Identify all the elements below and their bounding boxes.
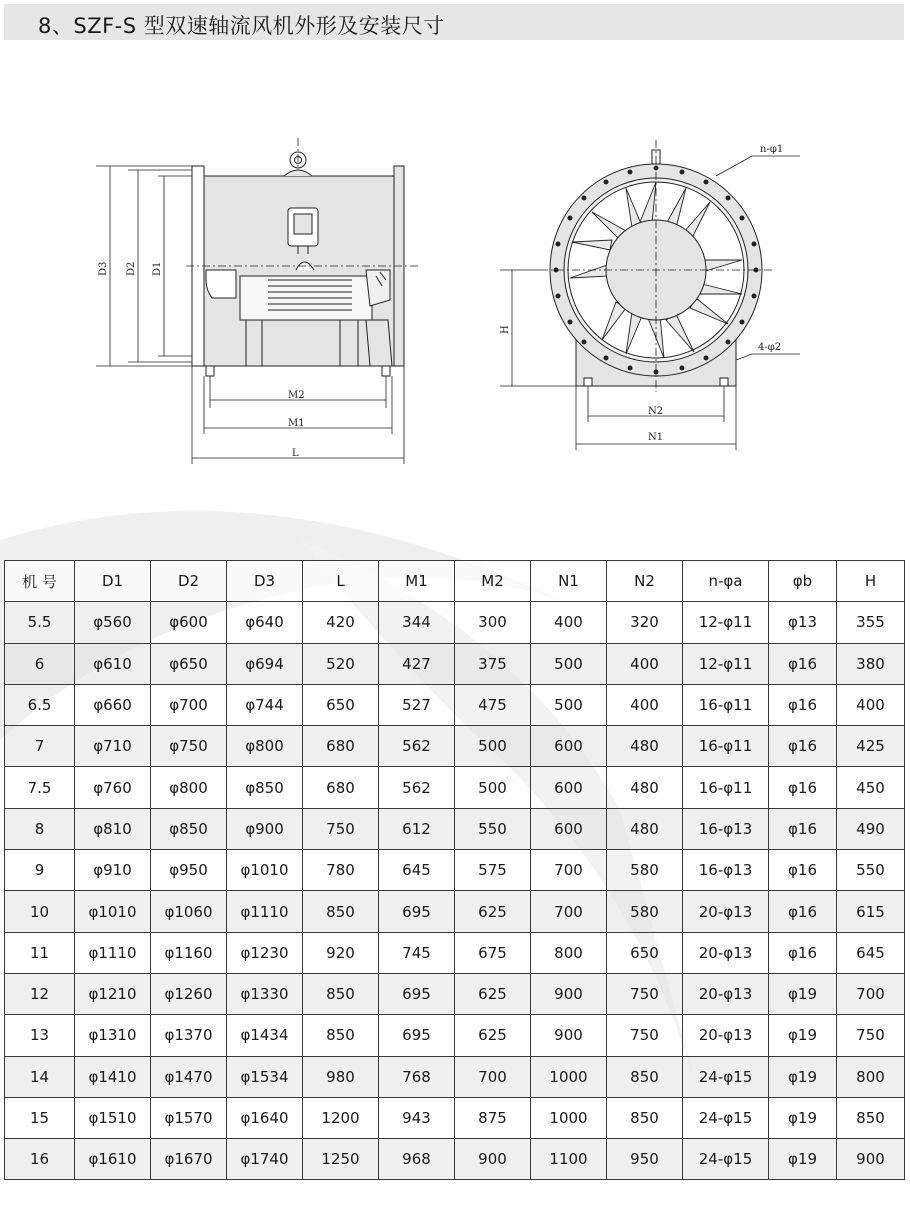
table-row bbox=[5, 602, 905, 643]
table-cell: 450 bbox=[837, 767, 905, 808]
label-d1: D1 bbox=[152, 261, 163, 276]
table-cell: 645 bbox=[837, 932, 905, 973]
column-header: D2 bbox=[151, 561, 227, 602]
table-row bbox=[5, 726, 905, 767]
table-cell: φ1110 bbox=[75, 932, 151, 973]
table-cell: φ16 bbox=[769, 891, 837, 932]
table-cell: 16-φ13 bbox=[683, 850, 769, 891]
table-cell: φ13 bbox=[769, 602, 837, 643]
table-cell: 850 bbox=[837, 1097, 905, 1138]
table-cell: 875 bbox=[455, 1097, 531, 1138]
label-l: L bbox=[292, 448, 299, 459]
table-cell: 14 bbox=[5, 1056, 75, 1097]
column-header: M1 bbox=[379, 561, 455, 602]
table-row bbox=[5, 808, 905, 849]
table-cell: 780 bbox=[303, 850, 379, 891]
table-cell: 980 bbox=[303, 1056, 379, 1097]
table-cell: 425 bbox=[837, 726, 905, 767]
table-cell: φ16 bbox=[769, 932, 837, 973]
table-cell: 400 bbox=[607, 643, 683, 684]
label-h: H bbox=[500, 325, 511, 334]
column-header: N1 bbox=[531, 561, 607, 602]
table-header-row bbox=[5, 561, 905, 602]
label-d3: D3 bbox=[98, 261, 109, 276]
label-d2: D2 bbox=[126, 261, 137, 276]
table-row bbox=[5, 1015, 905, 1056]
table-cell: 750 bbox=[607, 973, 683, 1014]
table-cell: 20-φ13 bbox=[683, 932, 769, 973]
dimensions-table bbox=[4, 560, 905, 1180]
table-cell: φ610 bbox=[75, 643, 151, 684]
table-cell: 920 bbox=[303, 932, 379, 973]
table-cell: 400 bbox=[607, 684, 683, 725]
table-cell: φ16 bbox=[769, 808, 837, 849]
table-cell: φ16 bbox=[769, 643, 837, 684]
table-cell: φ910 bbox=[75, 850, 151, 891]
table-cell: φ850 bbox=[151, 808, 227, 849]
table-cell: φ660 bbox=[75, 684, 151, 725]
title-bar bbox=[4, 4, 904, 40]
table-cell: 7 bbox=[5, 726, 75, 767]
table-cell: φ800 bbox=[151, 767, 227, 808]
table-cell: φ1310 bbox=[75, 1015, 151, 1056]
table-cell: 12 bbox=[5, 973, 75, 1014]
table-cell: 320 bbox=[607, 602, 683, 643]
page-title: 8、SZF-S 型双速轴流风机外形及安装尺寸 bbox=[38, 14, 445, 38]
table-cell: φ1160 bbox=[151, 932, 227, 973]
table-cell: 968 bbox=[379, 1139, 455, 1180]
label-m1: M1 bbox=[288, 418, 305, 429]
table-cell: 420 bbox=[303, 602, 379, 643]
table-cell: φ1740 bbox=[227, 1139, 303, 1180]
table-cell: φ760 bbox=[75, 767, 151, 808]
table-cell: 1200 bbox=[303, 1097, 379, 1138]
table-cell: 600 bbox=[531, 767, 607, 808]
table-cell: 680 bbox=[303, 767, 379, 808]
table-cell: φ16 bbox=[769, 767, 837, 808]
table-cell: 10 bbox=[5, 891, 75, 932]
table-cell: 645 bbox=[379, 850, 455, 891]
table-cell: 500 bbox=[455, 767, 531, 808]
table-cell: 9 bbox=[5, 850, 75, 891]
table-cell: 7.5 bbox=[5, 767, 75, 808]
column-header: 机 号 bbox=[5, 561, 75, 602]
table-cell: 550 bbox=[455, 808, 531, 849]
table-cell: 900 bbox=[531, 1015, 607, 1056]
table-cell: 20-φ13 bbox=[683, 1015, 769, 1056]
label-m2: M2 bbox=[288, 390, 305, 401]
column-header: H bbox=[837, 561, 905, 602]
table-cell: φ1060 bbox=[151, 891, 227, 932]
table-cell: 700 bbox=[531, 850, 607, 891]
column-header: D1 bbox=[75, 561, 151, 602]
table-cell: φ1330 bbox=[227, 973, 303, 1014]
label-4-phi2: 4-φ2 bbox=[758, 342, 782, 353]
table-cell: 600 bbox=[531, 726, 607, 767]
table-cell: 768 bbox=[379, 1056, 455, 1097]
table-row bbox=[5, 1139, 905, 1180]
column-header: M2 bbox=[455, 561, 531, 602]
table-cell: 5.5 bbox=[5, 602, 75, 643]
table-cell: 480 bbox=[607, 808, 683, 849]
table-cell: φ1260 bbox=[151, 973, 227, 1014]
table-cell: 850 bbox=[607, 1097, 683, 1138]
table-cell: φ710 bbox=[75, 726, 151, 767]
table-cell: 1100 bbox=[531, 1139, 607, 1180]
table-cell: φ1670 bbox=[151, 1139, 227, 1180]
table-cell: 24-φ15 bbox=[683, 1139, 769, 1180]
table-cell: 6.5 bbox=[5, 684, 75, 725]
table-cell: 490 bbox=[837, 808, 905, 849]
table-cell: 480 bbox=[607, 767, 683, 808]
table-cell: φ1010 bbox=[75, 891, 151, 932]
table-cell: 625 bbox=[455, 973, 531, 1014]
table-cell: 612 bbox=[379, 808, 455, 849]
table-cell: 850 bbox=[607, 1056, 683, 1097]
table-cell: φ744 bbox=[227, 684, 303, 725]
table-cell: 24-φ15 bbox=[683, 1097, 769, 1138]
table-cell: 900 bbox=[531, 973, 607, 1014]
table-cell: 800 bbox=[837, 1056, 905, 1097]
table-cell: 1000 bbox=[531, 1056, 607, 1097]
table-cell: φ700 bbox=[151, 684, 227, 725]
table-cell: 695 bbox=[379, 973, 455, 1014]
table-cell: φ16 bbox=[769, 684, 837, 725]
table-cell: φ19 bbox=[769, 1056, 837, 1097]
table-cell: 16-φ11 bbox=[683, 684, 769, 725]
table-cell: φ650 bbox=[151, 643, 227, 684]
table-cell: φ19 bbox=[769, 973, 837, 1014]
fan-outline-drawing bbox=[0, 130, 910, 480]
table-cell: φ900 bbox=[227, 808, 303, 849]
table-cell: 850 bbox=[303, 973, 379, 1014]
table-cell: 16-φ11 bbox=[683, 767, 769, 808]
table-cell: 13 bbox=[5, 1015, 75, 1056]
table-cell: 695 bbox=[379, 1015, 455, 1056]
table-cell: φ19 bbox=[769, 1097, 837, 1138]
table-cell: φ1370 bbox=[151, 1015, 227, 1056]
column-header: φb bbox=[769, 561, 837, 602]
table-row bbox=[5, 850, 905, 891]
table-cell: 20-φ13 bbox=[683, 891, 769, 932]
table-cell: φ19 bbox=[769, 1015, 837, 1056]
table-row bbox=[5, 932, 905, 973]
table-cell: 850 bbox=[303, 1015, 379, 1056]
table-cell: 355 bbox=[837, 602, 905, 643]
table-cell: 680 bbox=[303, 726, 379, 767]
table-cell: 380 bbox=[837, 643, 905, 684]
table-cell: 1000 bbox=[531, 1097, 607, 1138]
table-cell: 500 bbox=[531, 643, 607, 684]
table-row bbox=[5, 1097, 905, 1138]
table-cell: 625 bbox=[455, 891, 531, 932]
table-cell: φ19 bbox=[769, 1139, 837, 1180]
table-cell: 550 bbox=[837, 850, 905, 891]
table-cell: φ600 bbox=[151, 602, 227, 643]
table-cell: 650 bbox=[303, 684, 379, 725]
column-header: N2 bbox=[607, 561, 683, 602]
table-cell: 900 bbox=[455, 1139, 531, 1180]
table-cell: φ850 bbox=[227, 767, 303, 808]
table-cell: 16 bbox=[5, 1139, 75, 1180]
table-cell: 575 bbox=[455, 850, 531, 891]
table-cell: φ640 bbox=[227, 602, 303, 643]
label-n2: N2 bbox=[648, 406, 664, 417]
table-row bbox=[5, 1056, 905, 1097]
table-cell: 675 bbox=[455, 932, 531, 973]
table-cell: 16-φ11 bbox=[683, 726, 769, 767]
table-cell: φ1470 bbox=[151, 1056, 227, 1097]
table-cell: 24-φ15 bbox=[683, 1056, 769, 1097]
table-row bbox=[5, 643, 905, 684]
table-cell: 900 bbox=[837, 1139, 905, 1180]
table-row bbox=[5, 891, 905, 932]
table-cell: φ1534 bbox=[227, 1056, 303, 1097]
table-cell: 400 bbox=[531, 602, 607, 643]
table-cell: 500 bbox=[531, 684, 607, 725]
table-cell: φ1210 bbox=[75, 973, 151, 1014]
table-cell: 344 bbox=[379, 602, 455, 643]
table-cell: φ1570 bbox=[151, 1097, 227, 1138]
table-row bbox=[5, 973, 905, 1014]
table-cell: φ16 bbox=[769, 726, 837, 767]
table-cell: 375 bbox=[455, 643, 531, 684]
table-cell: φ1010 bbox=[227, 850, 303, 891]
column-header: L bbox=[303, 561, 379, 602]
table-cell: φ16 bbox=[769, 850, 837, 891]
table-cell: 700 bbox=[455, 1056, 531, 1097]
table-cell: φ694 bbox=[227, 643, 303, 684]
table-cell: 950 bbox=[607, 1139, 683, 1180]
table-cell: 8 bbox=[5, 808, 75, 849]
table-cell: 300 bbox=[455, 602, 531, 643]
table-cell: φ560 bbox=[75, 602, 151, 643]
table-cell: 11 bbox=[5, 932, 75, 973]
table-cell: φ1510 bbox=[75, 1097, 151, 1138]
table-row bbox=[5, 684, 905, 725]
table-cell: 16-φ13 bbox=[683, 808, 769, 849]
table-cell: 500 bbox=[455, 726, 531, 767]
table-cell: 20-φ13 bbox=[683, 973, 769, 1014]
column-header: n-φa bbox=[683, 561, 769, 602]
table-cell: φ950 bbox=[151, 850, 227, 891]
table-row bbox=[5, 767, 905, 808]
table-cell: φ1410 bbox=[75, 1056, 151, 1097]
table-cell: 1250 bbox=[303, 1139, 379, 1180]
table-cell: 750 bbox=[837, 1015, 905, 1056]
table-cell: 400 bbox=[837, 684, 905, 725]
table-cell: 615 bbox=[837, 891, 905, 932]
table-cell: φ810 bbox=[75, 808, 151, 849]
table-cell: 750 bbox=[303, 808, 379, 849]
label-n1: N1 bbox=[648, 432, 664, 443]
table-cell: 943 bbox=[379, 1097, 455, 1138]
table-cell: 15 bbox=[5, 1097, 75, 1138]
table-cell: 695 bbox=[379, 891, 455, 932]
table-cell: 580 bbox=[607, 891, 683, 932]
table-cell: φ800 bbox=[227, 726, 303, 767]
table-cell: 12-φ11 bbox=[683, 602, 769, 643]
table-cell: 750 bbox=[607, 1015, 683, 1056]
table-cell: 527 bbox=[379, 684, 455, 725]
table-cell: φ1610 bbox=[75, 1139, 151, 1180]
table-cell: 6 bbox=[5, 643, 75, 684]
table-cell: 745 bbox=[379, 932, 455, 973]
table-cell: φ750 bbox=[151, 726, 227, 767]
table-cell: 480 bbox=[607, 726, 683, 767]
table-cell: 625 bbox=[455, 1015, 531, 1056]
table-cell: 475 bbox=[455, 684, 531, 725]
column-header: D3 bbox=[227, 561, 303, 602]
side-view bbox=[192, 152, 404, 376]
table-cell: 562 bbox=[379, 767, 455, 808]
table-cell: 12-φ11 bbox=[683, 643, 769, 684]
table-cell: 580 bbox=[607, 850, 683, 891]
table-cell: 800 bbox=[531, 932, 607, 973]
table-cell: 520 bbox=[303, 643, 379, 684]
table-cell: 427 bbox=[379, 643, 455, 684]
table-cell: 600 bbox=[531, 808, 607, 849]
table-cell: φ1434 bbox=[227, 1015, 303, 1056]
label-n-phi1: n-φ1 bbox=[760, 144, 784, 155]
table-cell: 850 bbox=[303, 891, 379, 932]
table-cell: 700 bbox=[837, 973, 905, 1014]
table-cell: φ1640 bbox=[227, 1097, 303, 1138]
table-cell: 562 bbox=[379, 726, 455, 767]
table-cell: φ1230 bbox=[227, 932, 303, 973]
table-cell: 650 bbox=[607, 932, 683, 973]
table-cell: 700 bbox=[531, 891, 607, 932]
table-cell: φ1110 bbox=[227, 891, 303, 932]
